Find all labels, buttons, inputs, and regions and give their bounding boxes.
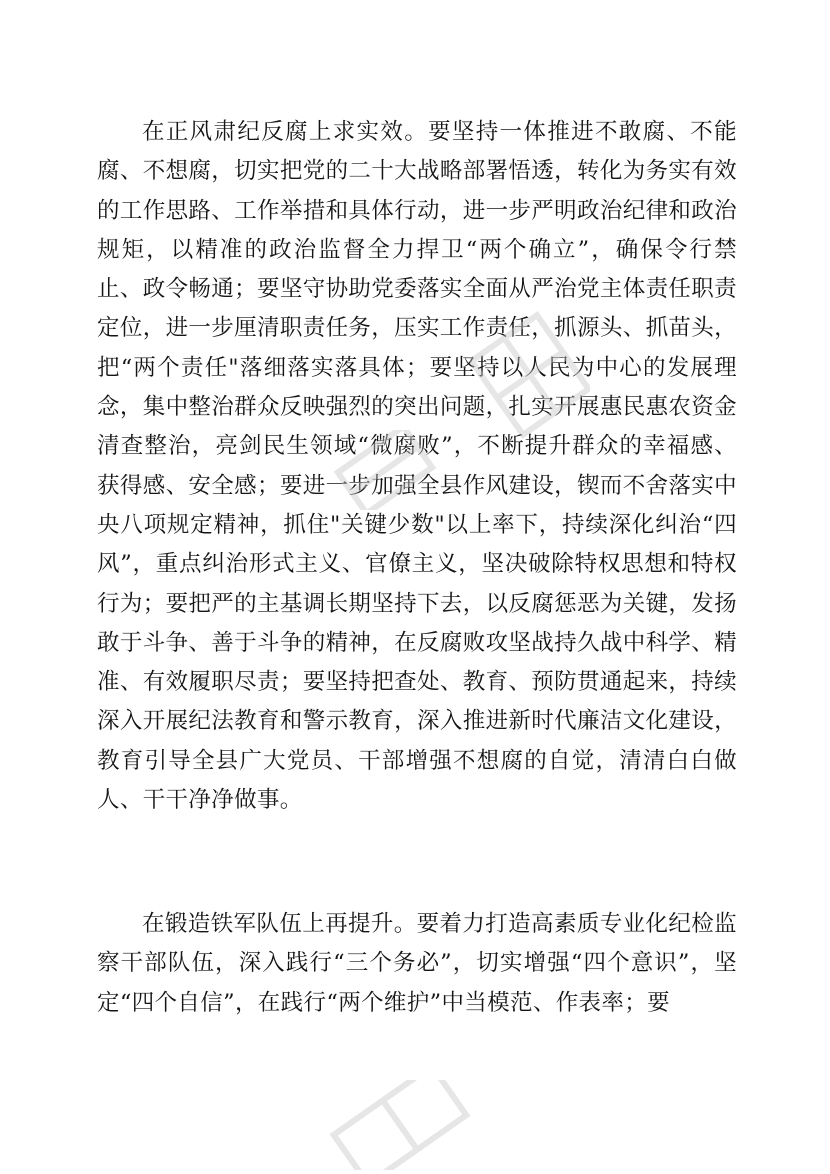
paragraph-2: 在锻造铁军队伍上再提升。要着力打造高素质专业化纪检监察干部队伍，深入践行“三个务必”，切实增强“四个意识”，坚定“四个自信”，在践行“两个维护”中当模范、作表率；要 xyxy=(97,911,737,1016)
paragraph-block-1 xyxy=(97,113,737,820)
paragraph-1: 在正风肃纪反腐上求实效。要坚持一体推进不敢腐、不能腐、不想腐，切实把党的二十大战略部署悟透，转化为务实有效的工作思路、工作举措和具体行动，进一步严明政治纪律和政治规矩，以精准的政治监督全力捍卫“两个确立”，确保令行禁止、政令畅通；要坚守协助党委落实全面从严治党主体责任职责定位，进一步厘清职责任务，压实工作责任，抓源头、抓苗头，把“两个责任"落细落实落具体；要坚持以人民为中心的发展理念，集中整治群众反映强烈的突出问题，扎实开展惠民惠农资金清查整治，亮剑民生领域“微腐败”，不断提升群众的幸福感、获得感、安全感；要进一步加强全县作风建设，锲而不舍落实中央八项规定精神，抓住"关键少数"以上率下，持续深化纠治“四风”，重点纠治形式主义、官僚主义，坚决破除特权思想和特权行为；要把严的主基调长期坚持下去，以反腐惩恶为关键，发扬敢于斗争、善于斗争的精神，在反腐败攻坚战持久战中科学、精准、有效履职尽责；要坚持把查处、教育、预防贯通起来，持续深入开展纪法教育和警示教育，深入推进新时代廉洁文化建设，教育引导全县广大党员、干部增强不想腐的自觉，清清白白做人、干干净净做事。 xyxy=(97,119,737,814)
paragraph-block-2 xyxy=(97,905,737,1023)
watermark-mark-3 xyxy=(320,1080,480,1170)
